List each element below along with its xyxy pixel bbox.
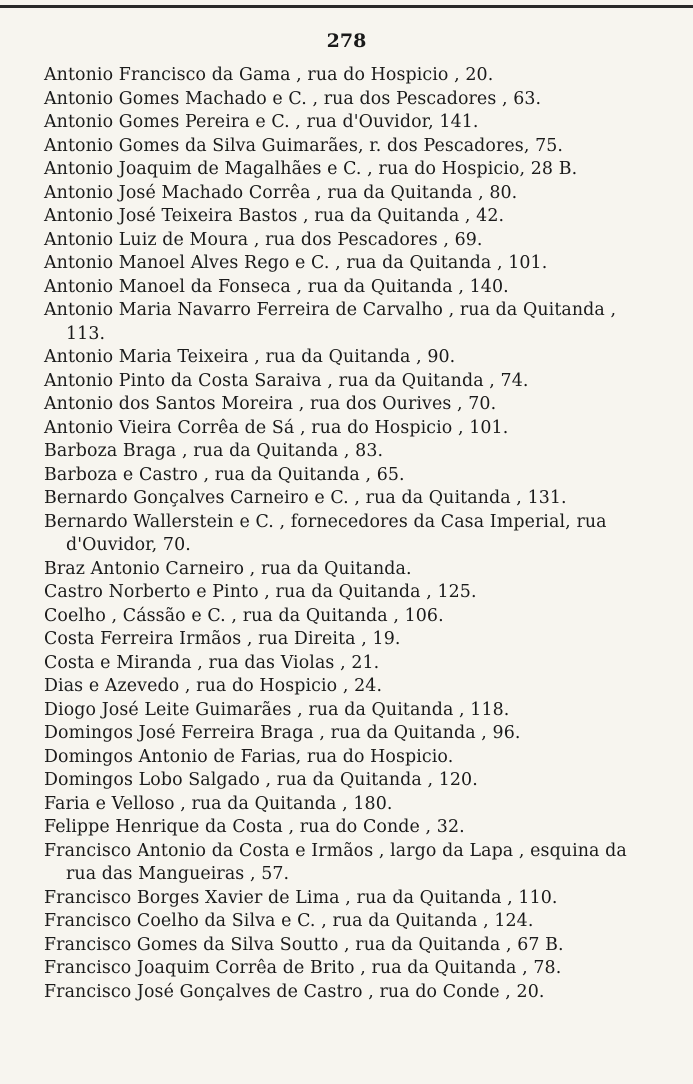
directory-entry: Antonio Pinto da Costa Saraiva , rua da Quitanda , 74. — [44, 370, 529, 391]
directory-entry: Antonio Luiz de Moura , rua dos Pescadores , 69. — [44, 229, 483, 250]
top-rule — [0, 5, 693, 8]
directory-entry: Antonio Gomes Pereira e C. , rua d'Ouvidor, 141. — [44, 112, 479, 132]
directory-entry: Antonio Gomes da Silva Guimarães, r. dos Pescadores, 75. — [44, 135, 564, 156]
directory-entry: Antonio Manoel da Fonseca , rua da Quitanda , 140. — [44, 276, 509, 297]
directory-entry: Bernardo Gonçalves Carneiro e C. , rua da Quitanda , 131. — [44, 488, 567, 508]
directory-entry: Domingos Lobo Salgado , rua da Quitanda , 120. — [44, 770, 478, 790]
directory-entry: Antonio Francisco da Gama , rua do Hospicio , 20. — [44, 65, 494, 85]
directory-entry: Braz Antonio Carneiro , rua da Quitanda. — [44, 558, 412, 579]
directory-entry: Dias e Azevedo , rua do Hospicio , 24. — [44, 676, 383, 696]
directory-entry: Antonio Maria Teixeira , rua da Quitanda , 90. — [44, 347, 456, 367]
directory-entry: Costa e Miranda , rua das Violas , 21. — [44, 652, 380, 673]
directory-entry: Domingos José Ferreira Braga , rua da Quitanda , 96. — [44, 723, 521, 743]
directory-entry: Antonio Maria Navarro Ferreira de Carvalho , rua da Quitanda , 113. — [44, 300, 617, 344]
directory-entry: Francisco Joaquim Corrêa de Brito , rua da Quitanda , 78. — [44, 958, 562, 978]
directory-entry: Antonio Manoel Alves Rego e C. , rua da Quitanda , 101. — [44, 253, 548, 273]
directory-entry: Faria e Velloso , rua da Quitanda , 180. — [44, 793, 393, 814]
directory-entry: Domingos Antonio de Farias, rua do Hospicio. — [44, 746, 454, 767]
directory-entry: Francisco Borges Xavier de Lima , rua da Quitanda , 110. — [44, 887, 558, 908]
directory-entries — [44, 64, 644, 1004]
directory-entry: Bernardo Wallerstein e C. , fornecedores da Casa Imperial, rua d'Ouvidor, 70. — [44, 511, 607, 555]
directory-entry: Felippe Henrique da Costa , rua do Conde , 32. — [44, 817, 465, 837]
directory-entry: Antonio José Teixeira Bastos , rua da Quitanda , 42. — [44, 206, 505, 226]
directory-entry: Coelho , Cássão e C. , rua da Quitanda , 106. — [44, 605, 444, 626]
directory-entry: Francisco Antonio da Costa e Irmãos , largo da Lapa , esquina da rua das Mangueiras , 57. — [44, 840, 627, 884]
directory-entry: Antonio José Machado Corrêa , rua da Quitanda , 80. — [44, 182, 518, 203]
directory-entry: Costa Ferreira Irmãos , rua Direita , 19. — [44, 629, 401, 649]
directory-entry: Diogo José Leite Guimarães , rua da Quitanda , 118. — [44, 699, 510, 720]
directory-entry: Francisco Coelho da Silva e C. , rua da Quitanda , 124. — [44, 911, 534, 931]
directory-entry: Barboza Braga , rua da Quitanda , 83. — [44, 441, 384, 461]
directory-entry: Antonio Gomes Machado e C. , rua dos Pescadores , 63. — [44, 88, 542, 109]
directory-entry: Francisco José Gonçalves de Castro , rua do Conde , 20. — [44, 981, 545, 1002]
directory-entry: Antonio dos Santos Moreira , rua dos Ourives , 70. — [44, 394, 497, 414]
page-number: 278 — [326, 30, 367, 52]
directory-entry: Francisco Gomes da Silva Soutto , rua da Quitanda , 67 B. — [44, 934, 564, 955]
directory-entry: Antonio Vieira Corrêa de Sá , rua do Hospicio , 101. — [44, 417, 509, 438]
directory-entry: Castro Norberto e Pinto , rua da Quitanda , 125. — [44, 582, 477, 602]
directory-entry: Antonio Joaquim de Magalhães e C. , rua do Hospicio, 28 B. — [44, 159, 578, 179]
directory-entry: Barboza e Castro , rua da Quitanda , 65. — [44, 464, 405, 485]
